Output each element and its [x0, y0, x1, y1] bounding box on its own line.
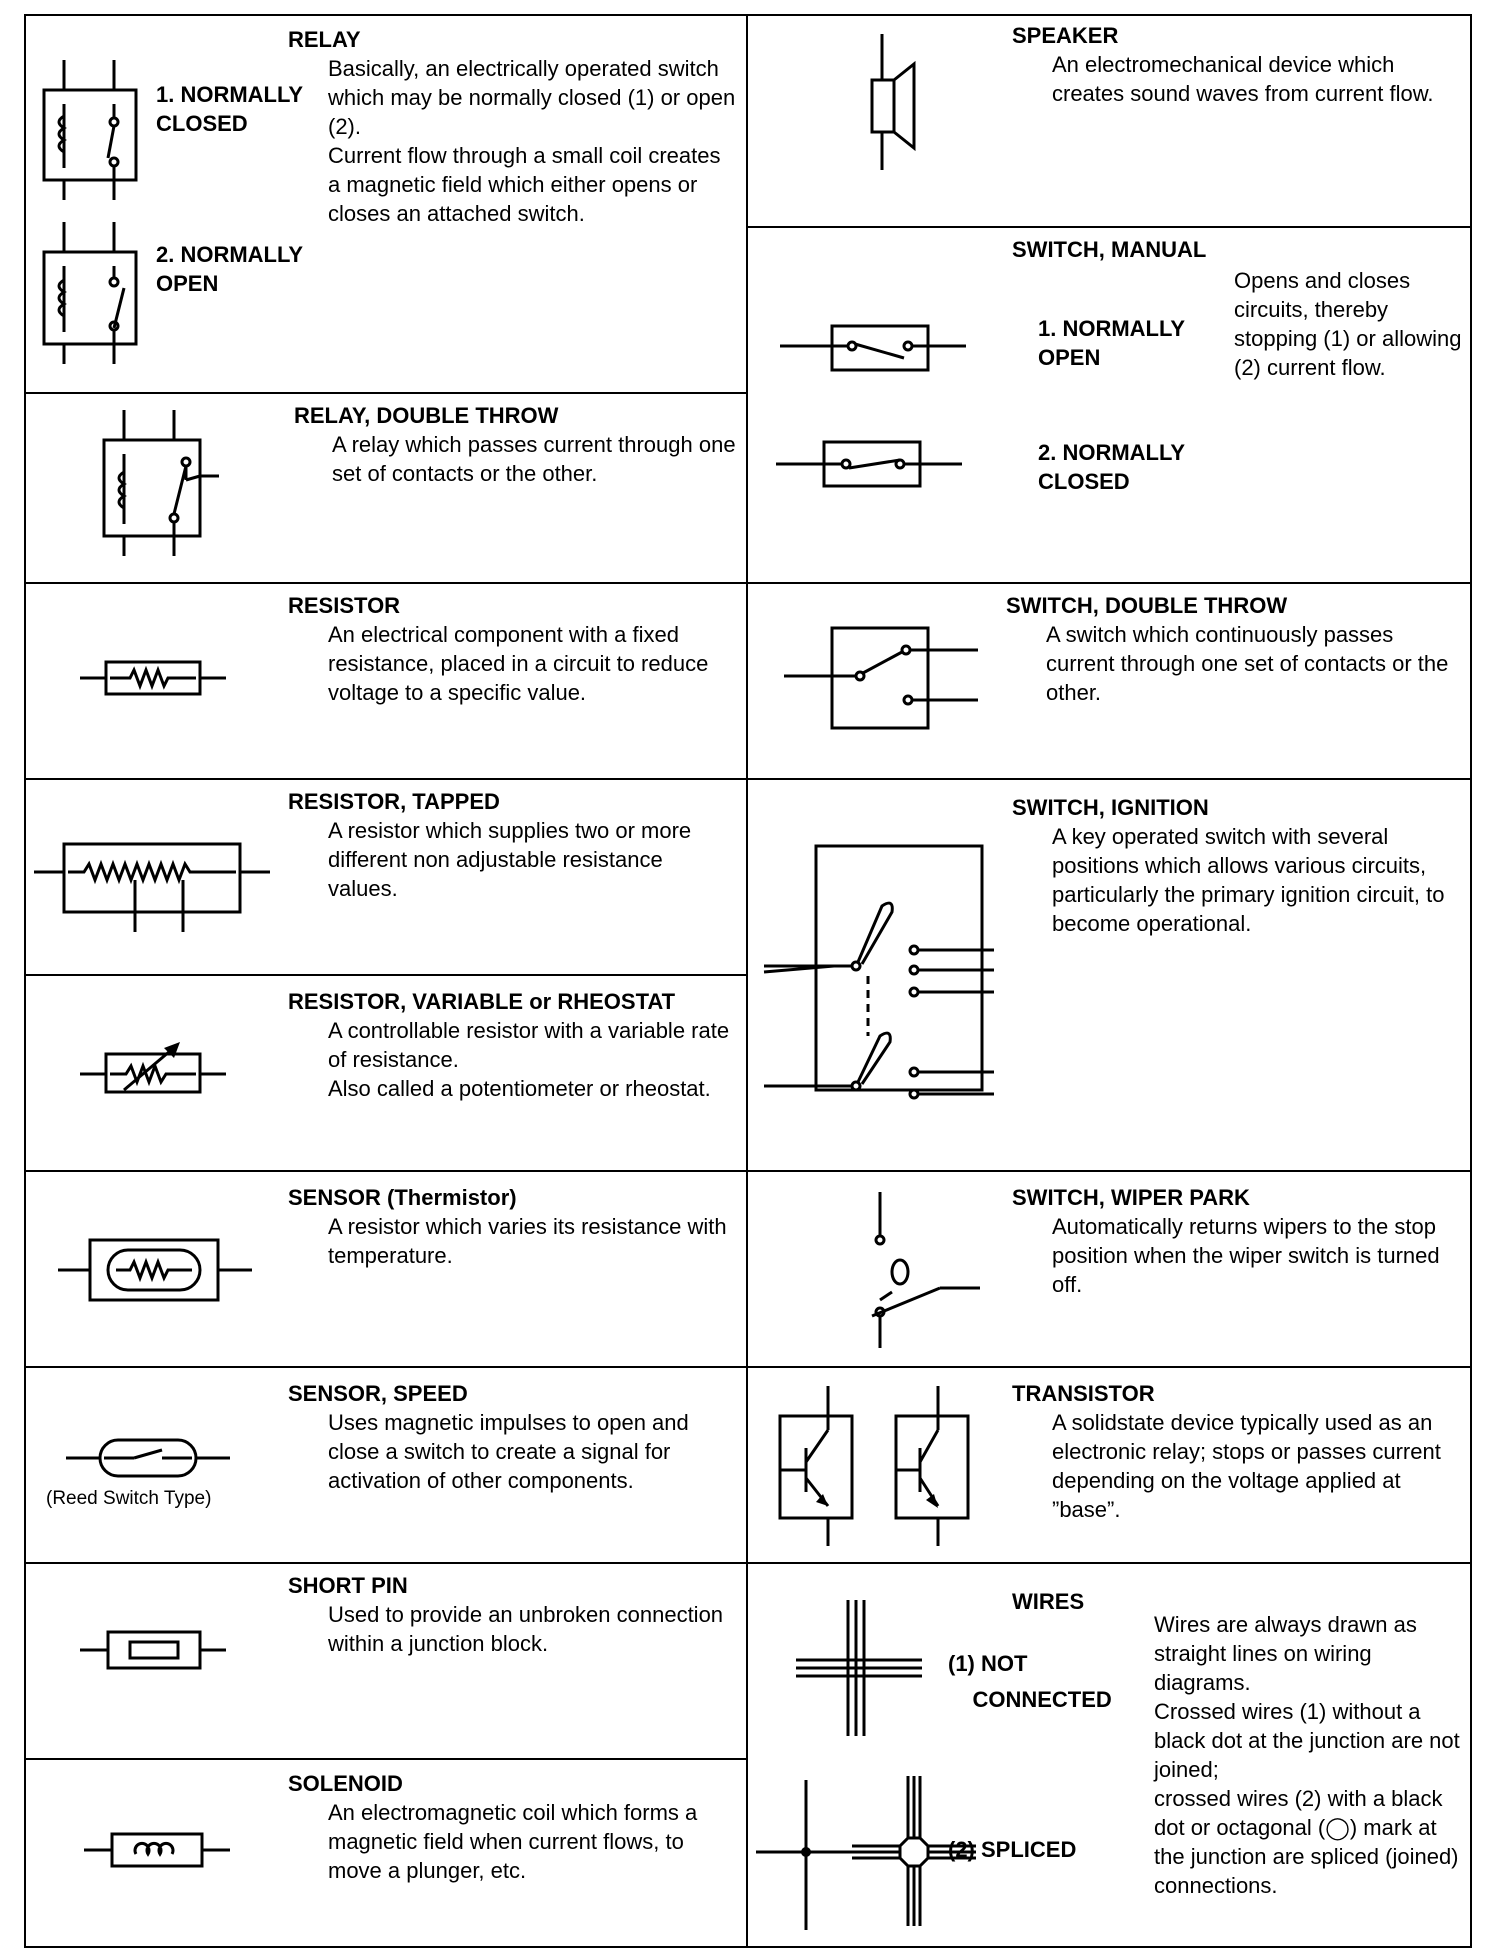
entry-description: Automatically returns wipers to the stop position when the wiper switch is turned off.: [1052, 1214, 1440, 1297]
entry-description: Basically, an electrically operated switch which may be normally closed (1) or open (2). Current flow through a small coil creates a magnetic field which either opens or closes an attached switch.: [328, 56, 736, 226]
wires-spliced-label: (2) SPLICED: [948, 1837, 1077, 1862]
wires-not-connected-label: (1) NOT CONNECTED: [948, 1651, 1112, 1712]
entry-description: [1154, 1610, 1464, 1900]
relay-normally-open-icon: [34, 222, 154, 372]
relay-no-label: 2. NORMALLY OPEN: [156, 242, 304, 296]
wires-description-3a: crossed wires (2) with a black dot or octagonal (: [1154, 1786, 1443, 1840]
switch-manual-no-label: 1. NORMALLY OPEN: [1038, 316, 1186, 370]
entry-title: SENSOR (Thermistor): [288, 1185, 517, 1210]
entry-description: A controllable resistor with a variable rate of resistance. Also called a potentiometer or rheostat.: [328, 1018, 730, 1101]
entry-sensor-thermistor: [24, 1172, 746, 1368]
wires-spliced-octagon-icon: [852, 1776, 972, 1926]
switch-double-throw-icon: [784, 620, 984, 740]
resistor-icon: [80, 648, 230, 708]
relay-normally-closed-icon: [34, 60, 154, 210]
entry-title: SPEAKER: [1012, 23, 1119, 48]
entry-switch-ignition: [748, 780, 1472, 1172]
entry-description: A switch which continuously passes current through one set of contacts or the other.: [1046, 622, 1449, 705]
entry-title: SWITCH, DOUBLE THROW: [1006, 593, 1288, 618]
relay-nc-label: 1. NORMALLY CLOSED: [156, 82, 304, 136]
switch-manual-nc-label: 2. NORMALLY CLOSED: [1038, 440, 1186, 494]
octagon-icon: ◯: [1325, 1815, 1350, 1840]
entry-resistor-tapped: [24, 780, 746, 976]
entry-title: RESISTOR, TAPPED: [288, 789, 500, 814]
entry-relay: [24, 14, 746, 394]
wires-description-2: Crossed wires (1) without a black dot at the junction are not joined;: [1154, 1699, 1460, 1782]
resistor-variable-icon: [80, 1028, 230, 1108]
entry-resistor: [24, 584, 746, 780]
reed-switch-icon: [66, 1430, 236, 1490]
entry-transistor: [748, 1368, 1472, 1564]
solenoid-icon: [84, 1820, 234, 1880]
resistor-tapped-icon: [34, 824, 274, 934]
entry-title: RESISTOR, VARIABLE or RHEOSTAT: [288, 989, 676, 1014]
entry-description: A relay which passes current through one set of contacts or the other.: [332, 432, 736, 486]
entry-description: An electromechanical device which creates sound waves from current flow.: [1052, 52, 1434, 106]
entry-wires: [748, 1564, 1472, 1948]
entry-title: SENSOR, SPEED: [288, 1381, 468, 1406]
short-pin-icon: [80, 1620, 230, 1680]
entry-switch-wiper-park: [748, 1172, 1472, 1368]
transistor-pnp-icon: [892, 1386, 982, 1546]
thermistor-icon: [58, 1226, 258, 1316]
entry-description: A resistor which varies its resistance with temperature.: [328, 1214, 727, 1268]
entry-short-pin: [24, 1564, 746, 1760]
entry-solenoid: [24, 1760, 746, 1948]
entry-switch-double-throw: [748, 584, 1472, 780]
entry-description: Opens and closes circuits, thereby stopping (1) or allowing (2) current flow.: [1234, 268, 1462, 380]
entry-resistor-variable: [24, 976, 746, 1172]
entry-description: A resistor which supplies two or more different non adjustable resistance values.: [328, 818, 692, 901]
transistor-npn-icon: [776, 1386, 866, 1546]
entry-description: An electromagnetic coil which forms a magnetic field when current flows, to move a plunger, etc.: [328, 1800, 698, 1883]
entry-title: SWITCH, IGNITION: [1012, 795, 1209, 820]
wiper-park-switch-icon: [828, 1192, 968, 1352]
entry-speaker: [748, 14, 1472, 228]
switch-manual-closed-icon: [776, 436, 966, 496]
entry-description: A solidstate device typically used as an electronic relay; stops or passes current depending on the voltage applied at ”base”.: [1052, 1410, 1441, 1522]
entry-title: TRANSISTOR: [1012, 1381, 1155, 1406]
entry-description: Used to provide an unbroken connection within a junction block.: [328, 1602, 724, 1656]
entry-title: WIRES: [1012, 1589, 1085, 1614]
entry-description: A key operated switch with several positions which allows various circuits, particularly the primary ignition circuit, to become operational.: [1052, 824, 1445, 936]
entry-title: RELAY, DOUBLE THROW: [294, 403, 559, 428]
switch-manual-open-icon: [780, 318, 970, 378]
speaker-icon: [860, 34, 940, 174]
entry-sensor-speed: [24, 1368, 746, 1564]
entry-title: RELAY: [288, 27, 361, 52]
entry-relay-double-throw: [24, 394, 746, 584]
wires-description-1: Wires are always drawn as straight lines on wiring diagrams.: [1154, 1612, 1417, 1695]
reed-switch-caption: (Reed Switch Type): [46, 1488, 212, 1509]
wires-description-3b: ) mark at the junction are spliced (joined) connections.: [1154, 1815, 1459, 1898]
entry-title: SOLENOID: [288, 1771, 403, 1796]
entry-title: SHORT PIN: [288, 1573, 408, 1598]
entry-title: SWITCH, MANUAL: [1012, 237, 1207, 262]
entry-switch-manual: [748, 228, 1472, 584]
relay-double-throw-icon: [94, 410, 234, 570]
wires-not-connected-icon: [796, 1600, 936, 1740]
entry-description: An electrical component with a fixed resistance, placed in a circuit to reduce voltage to a specific value.: [328, 622, 709, 705]
ignition-switch-icon: [764, 840, 1044, 1120]
entry-title: RESISTOR: [288, 593, 401, 618]
entry-title: SWITCH, WIPER PARK: [1012, 1185, 1250, 1210]
entry-description: Uses magnetic impulses to open and close a switch to create a signal for activation of other components.: [328, 1410, 689, 1493]
wires-spliced-dot-icon: [756, 1780, 866, 1930]
